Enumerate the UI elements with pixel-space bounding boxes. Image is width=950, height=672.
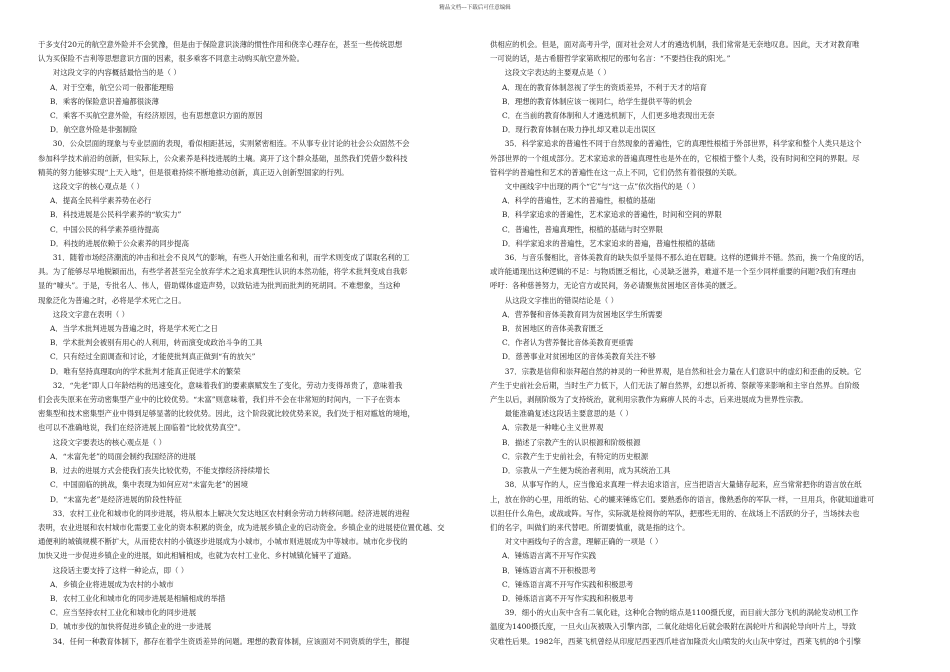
text-line: D．科学家追求的普遍性，艺术家追求的普遍，普遍性根植的基础 xyxy=(502,238,715,248)
text-line: B．学术批判会被别有用心的人利用，转而演变成政治斗争的工具 xyxy=(50,338,263,348)
text-line: 31．随着市场经济潮流的冲击和社会不良风气的影响，有些人开始注重名和利，而学术则变成了谋取名利的工 xyxy=(52,253,410,263)
text-line: 管科学的普遍性和艺术的普遍性在这一点上不同，它们仍然有着很强的关联。 xyxy=(490,167,742,177)
text-line: A．当学术批判进展为普遍之时，将是学术死亡之日 xyxy=(50,324,218,334)
text-line: 产生于史前社会后期，当时生产力低下，人们无法了解自然界，幻想以祈祷、祭献等来影响和主宰自然界。自阶级 xyxy=(490,380,860,390)
text-line: 文中画线字中出现的两个“它”与“这一点”依次指代的是（ ） xyxy=(504,182,700,192)
text-line: D．现行教育体制在吸力挣扎却又难以走出误区 xyxy=(502,125,656,135)
text-line: D．宗教从一产生便为统治者利用，成为其统治工具 xyxy=(502,466,671,476)
text-line: C．在当前的教育体制和人才遴选机制下，人们更多地表现出无奈 xyxy=(502,111,715,121)
text-line: A．科学的普遍性，艺术的普遍性，根植的基础 xyxy=(502,196,656,206)
text-line: 以担任什么角色，或战或阵。写作，实际就是检阅你的军队，把那些无用的、在战场上不活跃的分子，当场抹去也 xyxy=(490,508,860,518)
text-line: B．理想的教育体制应该一视同仁，给学生提供平等的机会 xyxy=(502,96,693,106)
text-line: B．锤炼语言离不开积极思考 xyxy=(502,565,597,575)
text-line: D．慈善事业对贫困地区的音体美教育关注不够 xyxy=(502,352,656,362)
text-line: 对文中画线句子的含意，理解正确的一项是（ ） xyxy=(504,537,663,547)
text-line: 加快又进一步促进乡镇企业的进展，如此相辅相成，也就为农村工业化、乡村城镇化铺平了道路。 xyxy=(38,551,356,561)
text-line: 于多支付20元的航空意外险并不会犹豫，但是由于保险意识淡薄的惯性作用和侥幸心理存在，甚至一些传统思想 xyxy=(38,40,403,49)
text-line: B．科学家追求的普遍性，艺术家追求的普遍性，时间和空间的界限 xyxy=(502,210,722,220)
text-line: 这段文字表达的主要观点是（ ） xyxy=(504,68,611,78)
page-header: 精品文档---下载后可任意编辑 xyxy=(439,5,511,11)
text-line: A．营养餐和音体美教育同为贫困地区学生所需要 xyxy=(502,309,663,319)
text-line: 这段文字的核心观点是（ ） xyxy=(52,182,144,192)
text-line: C．应当坚持农村工业化和城市化的同步进展 xyxy=(50,608,197,618)
text-line: A．提高全民科学素养势在必行 xyxy=(50,196,152,206)
text-line: 33．农村工业化和城市化的同步进展，将从根本上解决欠发达地区农村剩余劳动力转移问题。经济进展的进程 xyxy=(52,508,410,518)
text-line: A．“未富先老”的局面会制约我国经济的进展 xyxy=(50,451,196,461)
text-line: 具。为了能够尽早地脱颖而出，有些学者甚至完全放弃学术之追求真理性认识的本然功能，将学术批判变成自我彰 xyxy=(38,267,408,277)
text-line: 这段话主要支持了这样一种论点，即（ ） xyxy=(52,565,189,575)
text-line: A．锤炼语言离不开写作实践 xyxy=(502,551,597,561)
text-line: 36．与音乐餐相比，音体美教育的缺失似乎显得不那么迫在眉睫。这样的逻辑并不错。然而，换一个角度的话， xyxy=(504,253,869,263)
text-line: C．作者认为营养餐比音体美教育更亟需 xyxy=(502,338,634,348)
text-line: A．宗教是一种唯心主义世界观 xyxy=(502,423,604,433)
text-line: 或许能通现出这种逻辑的不足：与物质匮乏相比，心灵缺乏滋养，难道不是一个至少同样重要的问题?我们有理由 xyxy=(490,267,857,277)
text-line: 们会丧失原来在劳动密集型产业中的比较优势。“未富”则意味着，我们并不会在非常短的时间内，一下子在资本 xyxy=(38,395,401,405)
text-line: 最能准确复述这段话主要意思的是（ ） xyxy=(504,409,633,419)
left-column xyxy=(38,38,456,649)
text-line: 34．任何一种教育体制下，都存在着学生资质差异的问题。理想的教育体制，应该面对不同资质的学生，都提 xyxy=(52,636,410,646)
text-line: 供相应的机会。但是，面对高考升学，面对社会对人才的遴选机制，我们常常是无奈地叹息。因此，天才对教育唯 xyxy=(490,40,860,49)
text-line: 通便利的城镇规模不断扩大，从而使农村的小镇逐步进展成为小城市，小城市则进展成为中等城市。城市化步伐的 xyxy=(38,537,408,547)
text-line: B．描述了宗教产生的认识根源和阶级根源 xyxy=(502,437,641,447)
text-line: 显的“噱头”。于是，专批名人、伟人，借助媒体虚造声势，以致钻进为批判而批判的死胡同。不难想象，当这种 xyxy=(38,281,401,291)
text-line: 37．宗教是信仰和崇拜超自然的神灵的一种世界观，是自然和社会力量在人们意识中的虚幻和歪曲的反映。它 xyxy=(504,366,862,376)
text-line: D．锤炼语言离不开写作实践和积极思考 xyxy=(502,593,634,603)
text-line: C．锤炼语言离不开写作实践和积极思考 xyxy=(502,579,634,589)
text-line: 这段文字意在表明（ ） xyxy=(52,309,130,319)
text-line: C．宗教产生于史前社会，有特定的历史根源 xyxy=(502,451,649,461)
text-line: 们的名字，叫做们的来代替吧。所谓要慎重，就是指的这个。 xyxy=(490,522,690,532)
text-line: B．贫困地区的音体美教育匮乏 xyxy=(502,324,604,334)
text-line: 上，放在你的心里，用纸的钻、心的辘来锤炼它们。要熟悉你的语言，像熟悉你的军队一样，一旦用兵，你就知道谁可 xyxy=(490,494,875,504)
text-line: 外部世界的一个组成部分。艺术家追求的普遍真理性也是外在的，它根植于整个人类，没有时间和空间的界限。尽 xyxy=(490,153,860,163)
text-line: C．乘客不买航空意外险，有经济原因，也有思想意识方面的原因 xyxy=(50,111,263,121)
text-line: 表明，农业进展和农村城市化需要工业化的资本积累的资金，成为进展乡镇企业的启动资金。乡镇企业的进展使位置优越、交 xyxy=(38,522,445,532)
text-line: 精英的努力能够实现“上天入地”，但是很难持续不断地推动创新，真正迈入创新型国家的行列。 xyxy=(38,167,349,177)
text-line: 对这段文字的内容概括最恰当的是（ ） xyxy=(52,68,181,78)
text-line: 39．细小的火山灰中含有二氧化硅，这种化合物的熔点是1100摄氏度，而目前大部分飞机的涡轮发动机工作 xyxy=(504,608,859,618)
text-line: 38．从事写作的人，应当像追求真理一样去追求语言，应当把语言大量储存起来，应当常常把你的语言放在纸 xyxy=(504,480,862,490)
text-line: 参加科学技术前沿的创新，但实际上，公众素养是科技进展的土壤。离开了这个群众基础，虽然我们凭借少数科技 xyxy=(38,153,408,163)
text-line: B．农村工业化和城市化的同步进展是相辅相成的举措 xyxy=(50,593,226,603)
text-line: D．科技的进展依赖于公众素养的同步提高 xyxy=(50,238,189,248)
text-line: C．中国公民的科学素养亟待提高 xyxy=(50,224,160,234)
text-line: 呼吁：各种慈善努力，无论官方或民间，务必请聚焦贫困地区音体美的匮乏。 xyxy=(490,281,742,291)
text-line: 灾难性后果。1982年，西莱飞机曾经从印度尼西亚西爪哇省加隆贡火山喷发的火山灰中穿过，西莱飞机的8个引擎 xyxy=(490,636,861,646)
text-line: 产生以后，剥削阶级为了支持统治，就利用宗教作为麻痹人民的斗志，后来进展成为世界性宗教。 xyxy=(490,395,808,405)
text-line: 35．科学家追求的普遍性不同于自然现象的普遍性，它的真理性根植于外部世界，科学家和整个人类只是这个 xyxy=(504,139,862,149)
text-line: B．乘客的保险意识普遍都很淡薄 xyxy=(50,96,159,106)
text-line: D．城市步伐的加快将促进乡镇企业的进一步进展 xyxy=(50,622,212,632)
text-line: 密集型和技术密集型产业中得到足够显著的比较优势。因此，这个阶段就比较优势来说，我们处于相对尴尬的境地， xyxy=(38,409,415,419)
text-line: C．中国面临的挑战，集中表现为如何应对“未富先老”的困境 xyxy=(50,480,248,490)
text-line: 一可说的话，是古希腊哲学家第欧根尼的那句名言：“不要挡住我的阳光。” xyxy=(490,54,731,64)
text-line: B．过去的进展方式会使我们丧失比较优势，不能支撑经济持续增长 xyxy=(50,466,270,476)
text-line: 现象泛化为普遍之时，必将是学术死亡之日。 xyxy=(38,295,186,305)
text-line: 从这段文字推出的错误结论是（ ） xyxy=(504,295,619,305)
text-line: B．科技进展是公民科学素养的“软实力” xyxy=(50,210,182,220)
text-line: A．乡镇企业将进展成为农村的小城市 xyxy=(50,579,174,589)
text-line: 也可以不准确地说，我们在经济进展上面临着“比较优势真空”。 xyxy=(38,423,246,433)
text-line: 温度为1400摄氏度，一旦火山灰被吸入引擎内部，二氧化硅熔化后就会吸附在涡轮叶片和涡轮导向叶片上，导致 xyxy=(490,622,857,632)
text-line: D．“未富先老”是经济进展的阶段性特征 xyxy=(50,494,182,504)
text-line: 30．公众层面的现象与专业层面的表现，看似相距甚远，实则紧密相连。不从事专业讨论的社会公众固然不会 xyxy=(52,139,410,149)
text-line: 32．“先老”即人口年龄结构的迅速变化，意味着我们的要素禀赋发生了变化，劳动力变得昂贵了，意味着我 xyxy=(52,380,403,390)
text-line: D．唯有坚持真理取向的学术批判才能真正促进学术的繁荣 xyxy=(50,366,241,376)
text-line: C．普遍性，普遍真理性，根植的基础与时空界限 xyxy=(502,224,663,234)
text-line: A．对于空难，航空公司一般都能理赔 xyxy=(50,82,174,92)
text-line: D．航空意外险是非强制险 xyxy=(50,125,138,135)
text-line: 这段文字要表达的核心观点是（ ） xyxy=(52,437,167,447)
text-line: C．只有经过全面调查和讨论，才能使批判真正做到“有的放矢” xyxy=(50,352,256,362)
text-line: 认为买保险不吉利等思想意识方面的因素，很多乘客不同意主动购买航空意外险。 xyxy=(38,54,305,64)
text-line: A．现在的教育体制忽视了学生的资质差异，不利于天才的培育 xyxy=(502,82,707,92)
right-column xyxy=(490,38,908,649)
